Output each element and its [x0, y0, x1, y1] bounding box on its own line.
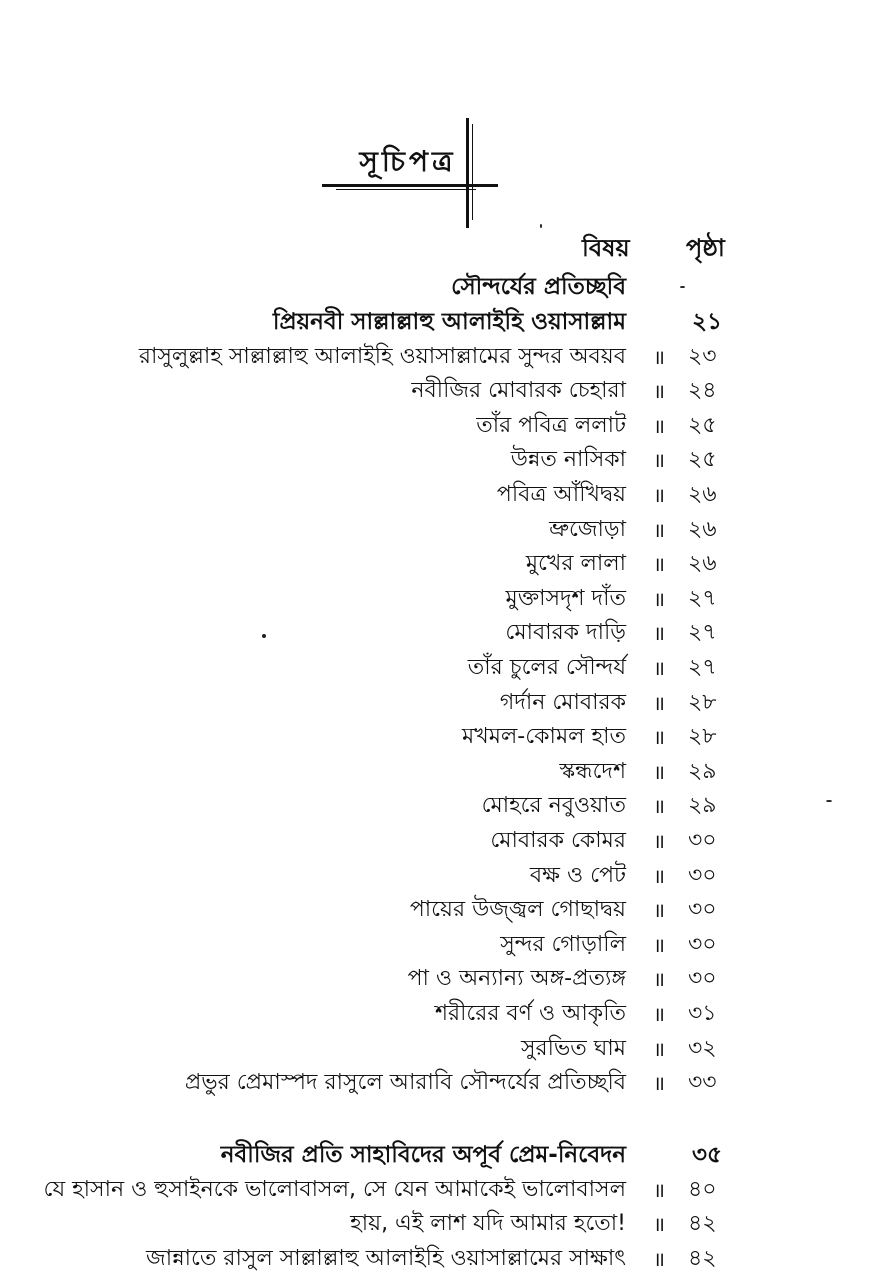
toc-entry-page: ২৭ — [688, 655, 717, 680]
topic-column-header: বিষয় — [582, 234, 630, 262]
toc-entry-separator: ॥ — [653, 759, 665, 784]
print-speck — [262, 634, 266, 638]
toc-entry-page: ২৬ — [688, 516, 717, 542]
toc-entry-title: মোহরে নবুওয়াত — [481, 793, 626, 819]
toc-entry-page: ৩৫ — [692, 1142, 722, 1168]
toc-entry-page: ৪২ — [688, 1245, 717, 1271]
toc-entry — [0, 1032, 870, 1066]
toc-entry — [0, 789, 870, 823]
toc-entry-page: ২১ — [692, 309, 722, 335]
toc-entry-separator: ॥ — [653, 586, 665, 611]
toc-entry — [0, 616, 870, 650]
toc-entry — [0, 893, 870, 927]
toc-entry-separator: ॥ — [653, 379, 665, 404]
toc-entry-title: তাঁর পবিত্র ললাট — [476, 412, 626, 438]
toc-entry-page: ২৪ — [688, 378, 717, 404]
toc-entry-page: ২৩ — [688, 343, 717, 369]
print-speck — [540, 224, 542, 228]
toc-entry-separator: ॥ — [653, 1036, 665, 1061]
title-rule-vertical — [466, 118, 469, 228]
toc-entry-separator: ॥ — [653, 621, 665, 646]
toc-entry-page: ৩০ — [688, 897, 717, 923]
toc-entry-page: ২৮ — [688, 724, 717, 750]
toc-entry-title: স্কন্ধদেশ — [559, 758, 626, 784]
toc-entry-title: মুক্তাসদৃশ দাঁত — [505, 585, 626, 611]
toc-entry-title: মখমল-কোমল হাত — [462, 724, 626, 750]
toc-entry-separator: ॥ — [653, 898, 665, 923]
toc-entry-page: ২৬ — [688, 482, 717, 507]
toc-entry — [0, 824, 870, 858]
toc-entry-title: পায়ের উজ্জ্বল গোছাদ্বয় — [409, 897, 626, 923]
toc-entry — [0, 409, 870, 443]
page-column-header: পৃষ্ঠা — [686, 234, 725, 262]
toc-entry-separator: ॥ — [653, 448, 665, 473]
toc-entry-page: ৩০ — [688, 828, 717, 853]
toc-entry-title: নবীজির মোবারক চেহারা — [411, 378, 626, 404]
toc-entry — [0, 582, 870, 616]
toc-entry-page: ২৮ — [688, 689, 717, 715]
toc-entry-separator: ॥ — [653, 829, 665, 853]
toc-entry-separator: ॥ — [653, 413, 665, 438]
toc-entry — [0, 374, 870, 408]
toc-entry-title: সুন্দর গোড়ালি — [500, 931, 626, 957]
toc-entry-separator: ॥ — [653, 967, 665, 992]
toc-entry-separator: ॥ — [653, 344, 665, 369]
toc-entry-separator: ॥ — [653, 552, 665, 577]
toc-entry — [0, 1173, 870, 1207]
toc-entry-page: ৪২ — [688, 1211, 717, 1237]
toc-entry-title: মোবারক কোমর — [490, 828, 626, 853]
toc-title: সূচিপত্র — [359, 145, 457, 178]
toc-section-heading — [0, 1138, 870, 1172]
toc-entry-page: ৩০ — [688, 966, 717, 992]
print-speck — [826, 800, 832, 802]
toc-entry-separator: ॥ — [653, 690, 665, 715]
toc-entry-page: ৩২ — [688, 1035, 717, 1061]
toc-entry-title: যে হাসান ও হুসাইনকে ভালোবাসল, সে যেন আমাকেই ভালোবাসল — [43, 1176, 626, 1202]
toc-entry — [0, 755, 870, 789]
toc-entry-title: পা ও অন্যান্য অঙ্গ-প্রত্যঙ্গ — [407, 966, 626, 992]
toc-entry-title: শরীরের বর্ণ ও আকৃতি — [434, 1001, 626, 1026]
section-title: সৌন্দর্যের প্রতিচ্ছবি — [451, 274, 626, 300]
toc-entry — [0, 1242, 870, 1276]
toc-entry — [0, 1207, 870, 1241]
toc-entry-title: মুখের লালা — [525, 551, 626, 577]
toc-entry-title: পবিত্র আঁখিদ্বয় — [496, 482, 626, 507]
toc-entry-title: উন্নত নাসিকা — [510, 447, 626, 473]
toc-entry-page: ৩০ — [688, 862, 717, 888]
toc-entry-page: ২৫ — [688, 447, 717, 473]
toc-entry-page: ২৯ — [688, 793, 717, 819]
toc-entry-page: ২৫ — [688, 412, 717, 438]
toc-entry-separator: ॥ — [653, 1071, 665, 1096]
toc-entry-separator: ॥ — [653, 1002, 665, 1026]
toc-entry — [0, 997, 870, 1031]
toc-entry — [0, 962, 870, 996]
toc-entry-title: হায়, এই লাশ যদি আমার হতো! — [350, 1211, 626, 1237]
toc-entry-separator: ॥ — [653, 932, 665, 957]
toc-entry-separator: ॥ — [653, 517, 665, 542]
toc-entry-title: ভ্রুজোড়া — [549, 516, 626, 542]
toc-entry-page: ২৯ — [688, 758, 717, 784]
toc-entry — [0, 478, 870, 512]
toc-entry-page: ৩১ — [688, 1001, 717, 1026]
toc-entry-separator: ॥ — [653, 1212, 665, 1237]
toc-entry-separator: ॥ — [653, 1177, 665, 1202]
toc-entry-page: ২৬ — [688, 551, 717, 577]
toc-entry-title: জান্নাতে রাসুল সাল্লাল্লাহু আলাইহি ওয়াসাল্লামের সাক্ষাৎ — [146, 1245, 626, 1271]
toc-entry — [0, 928, 870, 962]
toc-entry-title: মোবারক দাড়ি — [505, 620, 626, 646]
toc-entry — [0, 340, 870, 374]
toc-entry — [0, 859, 870, 893]
toc-entry-separator: ॥ — [653, 725, 665, 750]
toc-entry-title: সুরভিত ঘাম — [520, 1035, 626, 1061]
toc-entry — [0, 1066, 870, 1100]
toc-entry-separator: ॥ — [653, 794, 665, 819]
toc-entry-title: বক্ষ ও পেট — [529, 862, 626, 888]
toc-entry-title: নবীজির প্রতি সাহাবিদের অপূর্ব প্রেম-নিবেদন — [220, 1142, 626, 1168]
toc-entry — [0, 443, 870, 477]
title-rule-vertical-thin — [472, 124, 473, 220]
toc-entry-title: গর্দান মোবারক — [499, 689, 626, 715]
toc-entry — [0, 720, 870, 754]
toc-entry-page: ৩৩ — [688, 1070, 717, 1096]
toc-entry-title: প্রিয়নবী সাল্লাল্লাহু আলাইহি ওয়াসাল্লাম — [272, 309, 626, 335]
toc-entry-separator: ॥ — [653, 656, 665, 680]
toc-entry-page: ২৭ — [688, 585, 717, 611]
toc-entry-title: রাসুলুল্লাহ সাল্লাল্লাহু আলাইহি ওয়াসাল্লামের সুন্দর অবয়ব — [138, 343, 626, 369]
toc-entry-page: ৪০ — [688, 1176, 717, 1202]
toc-section-heading — [0, 305, 870, 339]
toc-entry — [0, 547, 870, 581]
toc-entry-page: ৩০ — [688, 931, 717, 957]
toc-entry-separator: ॥ — [653, 863, 665, 888]
toc-entry — [0, 651, 870, 685]
toc-entry — [0, 513, 870, 547]
toc-entry-page: ২৭ — [688, 620, 717, 646]
print-speck — [680, 286, 685, 288]
toc-entry-title: তাঁর চুলের সৌন্দর্য — [467, 655, 626, 680]
title-underline-thin — [336, 189, 476, 190]
toc-entry-title: প্রভুর প্রেমাস্পদ রাসুলে আরাবি সৌন্দর্যের প্রতিচ্ছবি — [184, 1070, 626, 1096]
toc-entry-separator: ॥ — [653, 1246, 665, 1271]
toc-entry-separator: ॥ — [653, 483, 665, 507]
toc-entry — [0, 686, 870, 720]
